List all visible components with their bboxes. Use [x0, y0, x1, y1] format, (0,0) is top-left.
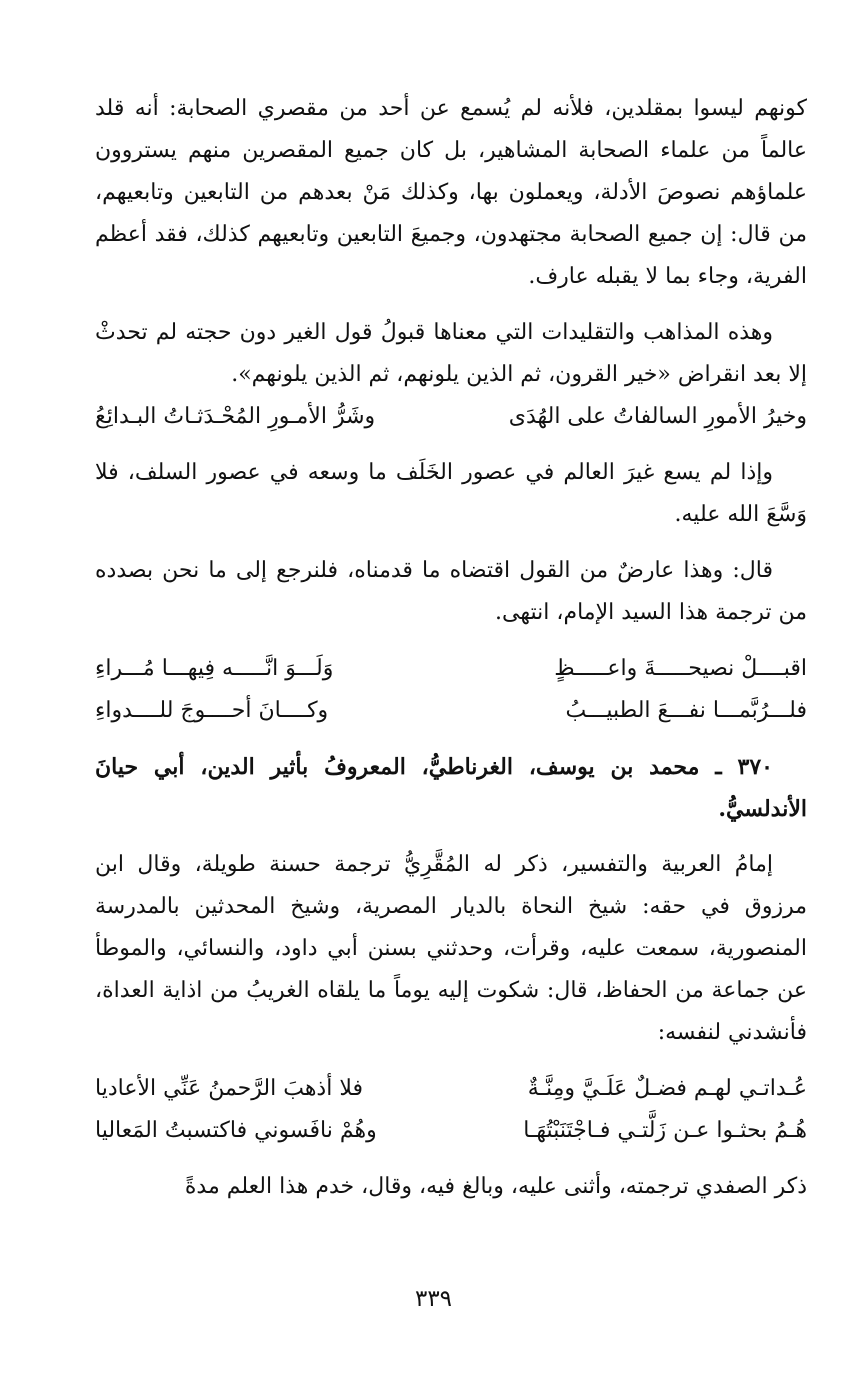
verse-1: [95, 396, 807, 438]
verse-2-second-hemistich: وَلَـــوَ انَّـــــه فِيهـــا مُـــراءِ: [95, 656, 334, 681]
verse-1-second-hemistich: وشَرُّ الأمـورِ المُحْـدَثـاتُ البـدائِعُ: [95, 404, 376, 429]
paragraph-1: كونهم ليسوا بمقلدين، فلأنه لم يُسمع عن أحد من مقصري الصحابة: أنه قلد عالماً من علماء الصحابة المشاهير، بل كان جميع المقصرين منهم يستروون علماؤهم نصوصَ الأدلة، ويعملون بها، وكذلك مَنْ بعدهم من التابعين وتابعيهم، من قال: إن جميع الصحابة مجتهدون، وجميعَ التابعين وتابعيهم كذلك، فقد أعظم الفرية، وجاء بما لا يقبله عارف.: [95, 96, 807, 289]
paragraph-3: وإذا لم يسع غيرَ العالم في عصور الخَلَف ما وسعه في عصور السلف، فلا وَسَّعَ الله عليه.: [95, 460, 807, 527]
paragraph-6: إمامُ العربية والتفسير، ذكر له المُقَّرِيُّ ترجمة حسنة طويلة، وقال ابن مرزوق في حقه: شيخ النحاة بالديار المصرية، وشيخ المحدثين بالمدرسة المنصورية، سمعت عليه، وقرأت، وحدثني بسنن أبي داود، والنسائي، والموطأ عن جماعة من الحفاظ، قال: شكوت إليه يوماً ما يلقاه الغريبُ من اذاية العداة، فأنشدني لنفسه:: [95, 852, 807, 1045]
verse-4-second-hemistich: فلا أذهبَ الرَّحمنُ عَنِّي الأعاديا: [95, 1076, 363, 1101]
verse-2: [95, 648, 807, 690]
verse-1-first-hemistich: وخيرُ الأمورِ السالفاتُ على الهُدَى: [508, 404, 807, 429]
verse-2-first-hemistich: اقبــــلْ نصيحـــــةَ واعـــــظٍ: [554, 656, 807, 681]
verse-4-first-hemistich: عُـداتـي لهـم فضـلٌ عَلَـيَّ ومِنَّـةٌ: [527, 1076, 807, 1101]
verse-3-first-hemistich: فلـــرُبَّمـــا نفـــعَ الطبيـــبُ: [565, 698, 807, 723]
page-number: ٣٣٩: [414, 1286, 453, 1312]
paragraph-7: ذكر الصفدي ترجمته، وأثنى عليه، وبالغ فيه، وقال، خدم هذا العلم مدةً: [184, 1174, 807, 1199]
verse-3-second-hemistich: وكــــانَ أحــــوجَ للــــدواءِ: [95, 698, 329, 723]
verse-3: [95, 690, 807, 732]
verse-5: [95, 1110, 807, 1152]
verse-5-second-hemistich: وهُمْ نافَسوني فاكتسبتُ المَعاليا: [95, 1118, 377, 1143]
verse-4: [95, 1068, 807, 1110]
paragraph-4: قال: وهذا عارضٌ من القول اقتضاه ما قدمناه، فلنرجع إلى ما نحن بصدده من ترجمة هذا السيد الإمام، انتهى.: [95, 558, 807, 625]
biography-heading: ٣٧٠ ـ محمد بن يوسف، الغرناطيُّ، المعروفُ بأثير الدين، أبي حيانَ الأندلسيُّ.: [95, 754, 807, 822]
paragraph-2: وهذه المذاهب والتقليدات التي معناها قبولُ قول الغير دون حجته لم تحدثْ إلا بعد انقراض «خير القرون، ثم الذين يلونهم، ثم الذين يلونهم».: [95, 320, 807, 387]
verse-5-first-hemistich: هُـمُ بحثـوا عـن زَلَّتـي فـاجْتَنَبْتُهَـا: [523, 1118, 807, 1143]
page-body: [95, 88, 807, 1208]
